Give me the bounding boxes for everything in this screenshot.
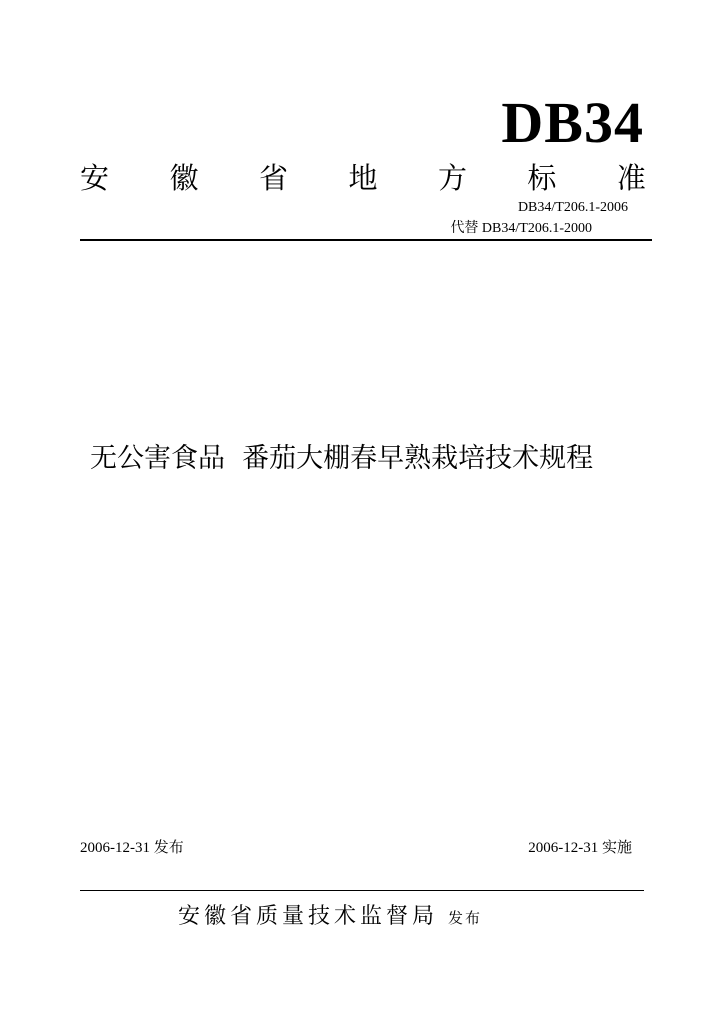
standard-type-char: 标 [527, 161, 557, 195]
document-title: 无公害食品 番茄大棚春早熟栽培技术规程 [90, 443, 594, 474]
footer-divider [80, 890, 644, 891]
issuer-line [178, 900, 482, 935]
standard-number: DB34/T206.1-2006 [517, 200, 628, 215]
standard-type-char: 方 [437, 161, 467, 195]
implementation-date: 2006-12-31 实施 [528, 840, 632, 856]
standard-type-char: 地 [348, 161, 378, 195]
standard-type-char: 徽 [169, 161, 199, 195]
standard-type-char: 安 [80, 161, 110, 195]
release-date: 2006-12-31 发布 [80, 840, 184, 856]
standard-type [80, 158, 646, 198]
issuing-label: 发布 [448, 909, 483, 927]
issuing-authority: 安徽省质量技术监督局 [178, 904, 439, 929]
header-divider [80, 239, 652, 241]
replaces-standard: 代替 DB34/T206.1-2000 [450, 221, 592, 236]
standard-code: DB34 [501, 90, 644, 155]
standard-type-char: 省 [258, 161, 288, 195]
standard-type-char: 准 [616, 161, 646, 195]
